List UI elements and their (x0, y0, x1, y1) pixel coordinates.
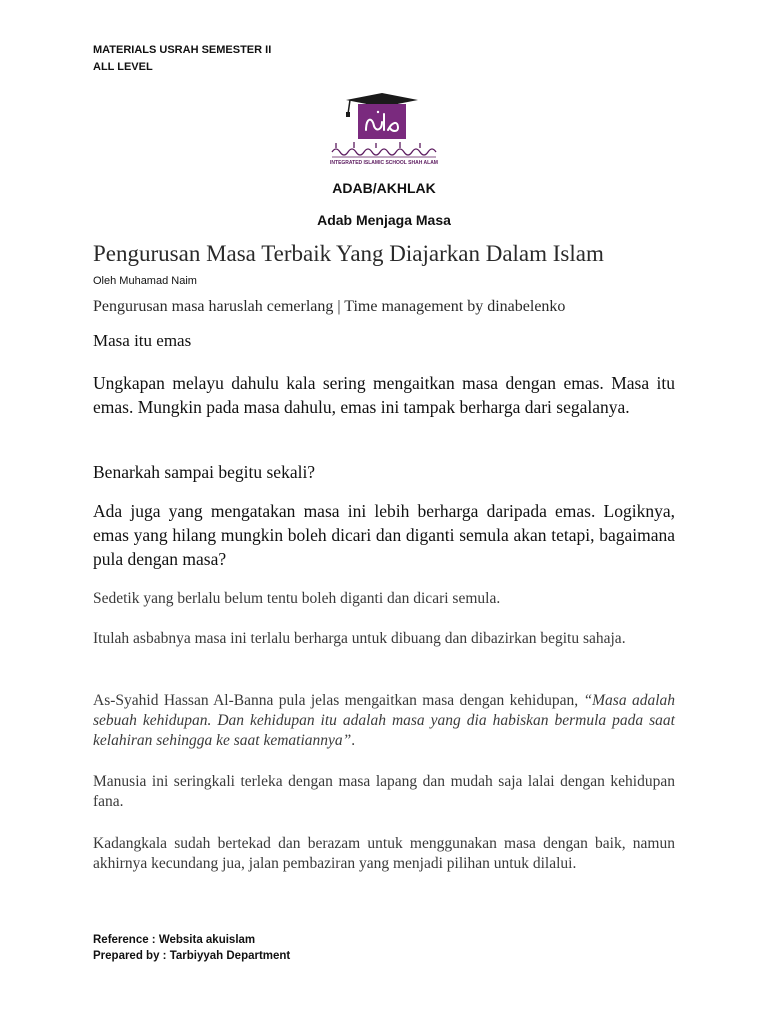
header-line-1: MATERIALS USRAH SEMESTER II (93, 44, 272, 56)
document-footer (93, 932, 290, 964)
school-logo (322, 92, 446, 170)
paragraph-7: Manusia ini seringkali terleka dengan masa lapang dan mudah saja lalai dengan kehidupan fana. (93, 773, 675, 810)
svg-text:INTEGRATED ISLAMIC SCHOOL SHAH: INTEGRATED ISLAMIC SCHOOL SHAH ALAM (330, 160, 438, 166)
subheading: Masa itu emas (93, 331, 192, 350)
paragraph-6-lead: As-Syahid Hassan Al-Banna pula jelas mengaitkan masa dengan kehidupan, (93, 692, 584, 709)
paragraph-5: Itulah asbabnya masa ini terlalu berharga untuk dibuang dan dibazirkan begitu sahaja. (93, 630, 626, 647)
paragraph-1: Ungkapan melayu dahulu kala sering mengaitkan masa dengan emas. Masa itu emas. Mungkin pada masa dahulu, emas ini tampak berharga dari segalanya. (93, 373, 675, 417)
image-caption: Pengurusan masa haruslah cemerlang | Time management by dinabelenko (93, 298, 566, 315)
category-title: ADAB/AKHLAK (332, 180, 436, 196)
paragraph-6-end: . (351, 732, 356, 749)
header-line-2: ALL LEVEL (93, 61, 153, 73)
paragraph-6 (93, 691, 675, 751)
document-header (93, 42, 271, 76)
paragraph-8: Kadangkala sudah bertekad dan berazam untuk menggunakan masa dengan baik, namun akhirnya kecundang jua, jalan pembaziran yang menjadi pilihan untuk dilalui. (93, 835, 675, 872)
paragraph-6-quote: “Masa adalah sebuah kehidupan. Dan kehidupan itu adalah masa yang dia habiskan bermula pada saat kelahiran sehingga ke saat kematiannya” (93, 692, 676, 749)
paragraph-3: Ada juga yang mengatakan masa ini lebih berharga daripada emas. Logiknya, emas yang hilang mungkin boleh dicari dan diganti semula akan tetapi, bagaimana pula dengan masa? (93, 501, 675, 569)
article-author: Oleh Muhamad Naim (93, 275, 197, 287)
reference-line: Reference : Websita akuislam (93, 934, 256, 946)
paragraph-4: Sedetik yang berlalu belum tentu boleh diganti dan dicari semula. (93, 590, 501, 607)
prepared-by-line: Prepared by : Tarbiyyah Department (93, 950, 291, 962)
topic-title: Adab Menjaga Masa (317, 212, 451, 228)
article-title: Pengurusan Masa Terbaik Yang Diajarkan Dalam Islam (93, 241, 604, 266)
logo-arabic-text (332, 142, 436, 155)
paragraph-2: Benarkah sampai begitu sekali? (93, 462, 316, 482)
